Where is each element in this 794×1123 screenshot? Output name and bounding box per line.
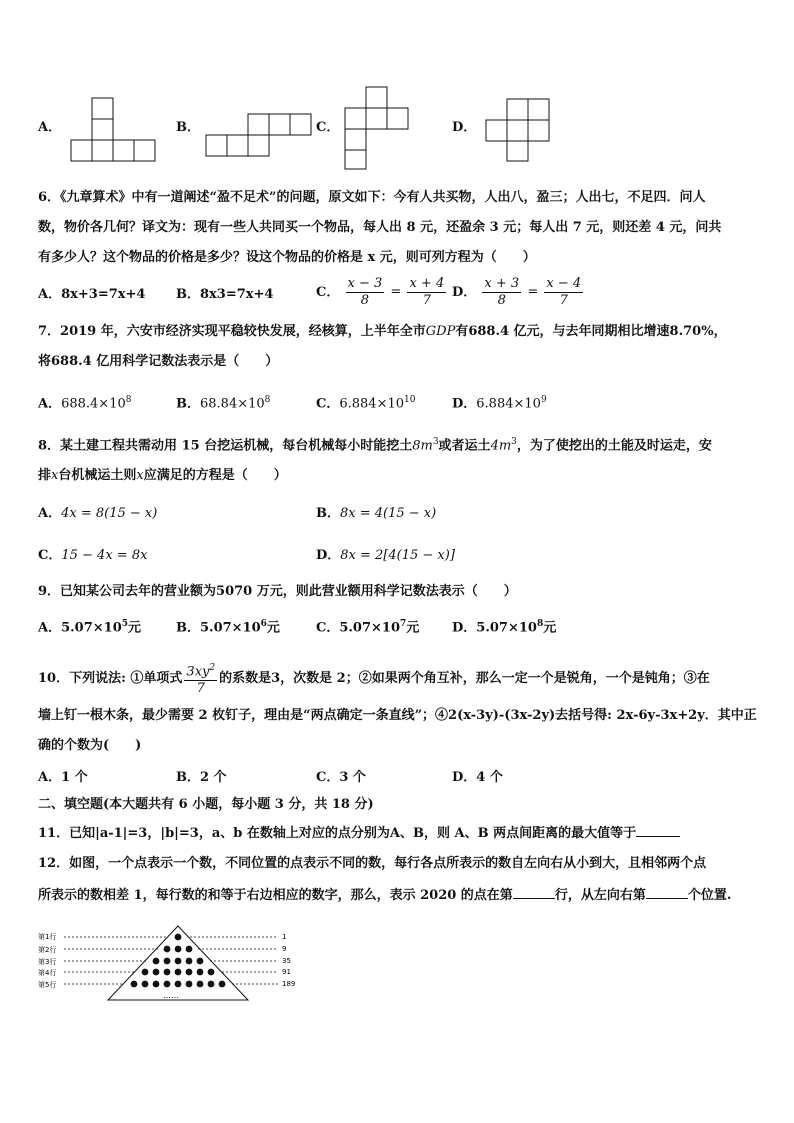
q9-option-c: C．$5.07\times 10^7$元 (316, 619, 420, 636)
q5-option-c-net (343, 85, 411, 171)
q6-line-3: 有多少人？这个物品的价格是多少？设这个物品的价格是 x 元，则可列方程为（ ） (38, 250, 536, 265)
row-sum-2: 9 (282, 945, 287, 953)
q6-option-c-frac-1: $\frac{x - 3}{8}$ (347, 276, 383, 308)
q9-option-d: D．$5.07\times 10^8$元 (452, 619, 557, 636)
triangle-dot (219, 981, 226, 988)
triangle-dot (164, 981, 171, 988)
triangle-dot (175, 934, 182, 941)
row-sum-4: 91 (282, 968, 291, 976)
leader-lines (64, 937, 278, 984)
q6-option-d-frac-1: $\frac{x + 3}{8}$ (484, 276, 520, 308)
q10-fraction: $\frac{3xy^2}{7}$ (184, 660, 217, 697)
q10-line-3: 确的个数为( ) (38, 738, 142, 753)
q5-option-c-label: C． (316, 120, 340, 135)
q6-line-1: 6．《九章算术》中有一道阐述“盈不足术”的问题，原文如下：今有人共买物，人出八，盈三；人出七，不足四．问人 (38, 190, 706, 205)
triangle-dot (164, 946, 171, 953)
q9-option-a: A．$5.07\times 10^5$元 (38, 619, 142, 636)
triangle-dot (131, 981, 138, 988)
triangle-dot (175, 969, 182, 976)
triangle-dot (142, 969, 149, 976)
triangle-dot (186, 958, 193, 965)
triangle-dot (186, 981, 193, 988)
q5-option-b-label: B． (176, 120, 200, 135)
q11-line: 11．已知|a-1|=3，|b|=3，a、b 在数轴上对应的点分别为A、B，则 A、B 两点间距离的最大值等于 (38, 822, 680, 844)
q11-answer-blank[interactable] (636, 822, 680, 837)
triangle-dot (208, 981, 215, 988)
row-label-1: 第1行 (38, 933, 57, 941)
row-sum-3: 35 (282, 957, 291, 965)
triangle-dot (175, 958, 182, 965)
triangle-dot (197, 969, 204, 976)
q7-option-b: B．$68.84\times 10^8$ (176, 395, 271, 412)
triangle-dot (153, 969, 160, 976)
triangle-dot (142, 981, 149, 988)
triangle-dot (186, 969, 193, 976)
continuation-dots: …… (163, 991, 179, 1000)
q6-option-d-frac-2: $\frac{x - 4}{7}$ (546, 276, 582, 308)
q5-option-b-net (204, 112, 314, 158)
q6-option-d-label: D． (452, 285, 477, 300)
triangle-dot (164, 958, 171, 965)
q9-option-b: B．$5.07\times 10^6$元 (176, 619, 280, 636)
triangle-dot (197, 958, 204, 965)
q7-option-d: D．$6.884\times 10^9$ (452, 395, 547, 412)
q5-option-d-label: D． (452, 120, 477, 135)
row-label-5: 第5行 (38, 981, 57, 989)
row-sum-1: 1 (282, 933, 287, 941)
triangle-dot (186, 946, 193, 953)
q5-option-d-net (485, 97, 555, 163)
q8-option-d: D．8x = 2[4(15 − x)] (316, 548, 455, 563)
q10-line-2: 墙上钉一根木条，最少需要 2 枚钉子，理由是“两点确定一条直线”；④2(x-3y)-(3x-2y)去括号得: 2x-6y-3x+2y．其中正 (38, 708, 757, 723)
q10-option-b: B．2 个 (176, 770, 227, 785)
q6-option-c: C． $\frac{x - 3}{8}$ = $\frac{x + 4}{7}$ (316, 276, 445, 308)
triangle-dot (208, 969, 215, 976)
q7-option-c: C．$6.884\times 10^{10}$ (316, 395, 416, 412)
triangle-dot (164, 969, 171, 976)
q12-dot-triangle-figure (38, 922, 308, 1008)
q8-line-2: 排x台机械运土则x应满足的方程是（ ） (38, 468, 287, 483)
triangle-dot (175, 981, 182, 988)
row-label-4: 第4行 (38, 969, 57, 977)
q8-option-b: B．8x = 4(15 − x) (316, 506, 437, 521)
q12-row-blank[interactable] (513, 884, 555, 899)
q10-option-c: C．3 个 (316, 770, 366, 785)
triangle-dot (175, 946, 182, 953)
q10-option-a: A．1 个 (38, 770, 88, 785)
q9-line-1: 9．已知某公司去年的营业额为5070 万元，则此营业额用科学记数法表示（ ） (38, 584, 517, 599)
q6-option-c-label: C． (316, 285, 340, 300)
q12-line-1: 12．如图，一个点表示一个数，不同位置的点表示不同的数，每行各点所表示的数自左向右从小到大，且相邻两个点 (38, 856, 707, 871)
triangle-dot (153, 981, 160, 988)
triangle-dot (153, 958, 160, 965)
row-sum-5: 189 (282, 980, 296, 988)
q7-option-a: A．$688.4\times 10^8$ (38, 395, 132, 412)
triangle-dot (197, 981, 204, 988)
q12-position-blank[interactable] (646, 884, 688, 899)
q6-line-2: 数，物价各几何？译文为：现有一些人共同买一个物品，每人出 8 元，还盈余 3 元；每人出 7 元，则还差 4 元，问共 (38, 220, 722, 235)
q6-option-a: A．8x+3=7x+4 (38, 287, 146, 302)
q7-line-2: 将688.4 亿用科学记数法表示是（ ） (38, 354, 279, 369)
q7-line-1: 7．2019 年，六安市经济实现平稳较快发展，经核算，上半年全市GDP有688.4 亿元，与去年同期相比增速8.70%， (38, 324, 727, 339)
q8-line-1: 8．某土建工程共需动用 15 台挖运机械，每台机械每小时能挖土$8m^3$或者运土$4m^3$，为了使挖出的土能及时运走，安 (38, 437, 712, 454)
q8-option-c: C．15 − 4x = 8x (38, 548, 148, 563)
q6-option-c-frac-2: $\frac{x + 4}{7}$ (409, 276, 445, 308)
q10-option-d: D．4 个 (452, 770, 503, 785)
q6-option-b: B．8x3=7x+4 (176, 287, 274, 302)
q5-option-a-label: A． (38, 120, 62, 135)
row-label-2: 第2行 (38, 946, 57, 954)
q6-option-d: D． $\frac{x + 3}{8}$ = $\frac{x - 4}{7}$ (452, 276, 582, 308)
q10-line-1: 10．下列说法: ①单项式 $\frac{3xy^2}{7}$ 的系数是3，次数是 2；②如果两个角互补，那么一定一个是锐角，一个是钝角；③在 (38, 660, 710, 697)
q8-option-a: A．4x = 8(15 − x) (38, 506, 158, 521)
row-label-3: 第3行 (38, 958, 57, 966)
section-2-heading: 二、填空题(本大题共有 6 小题，每小题 3 分，共 18 分) (38, 797, 374, 812)
q5-option-a-net (70, 96, 160, 162)
q12-line-2: 所表示的数相差 1，每行数的和等于右边相应的数字，那么，表示 2020 的点在第 行，从左向右第 个位置. (38, 884, 731, 906)
